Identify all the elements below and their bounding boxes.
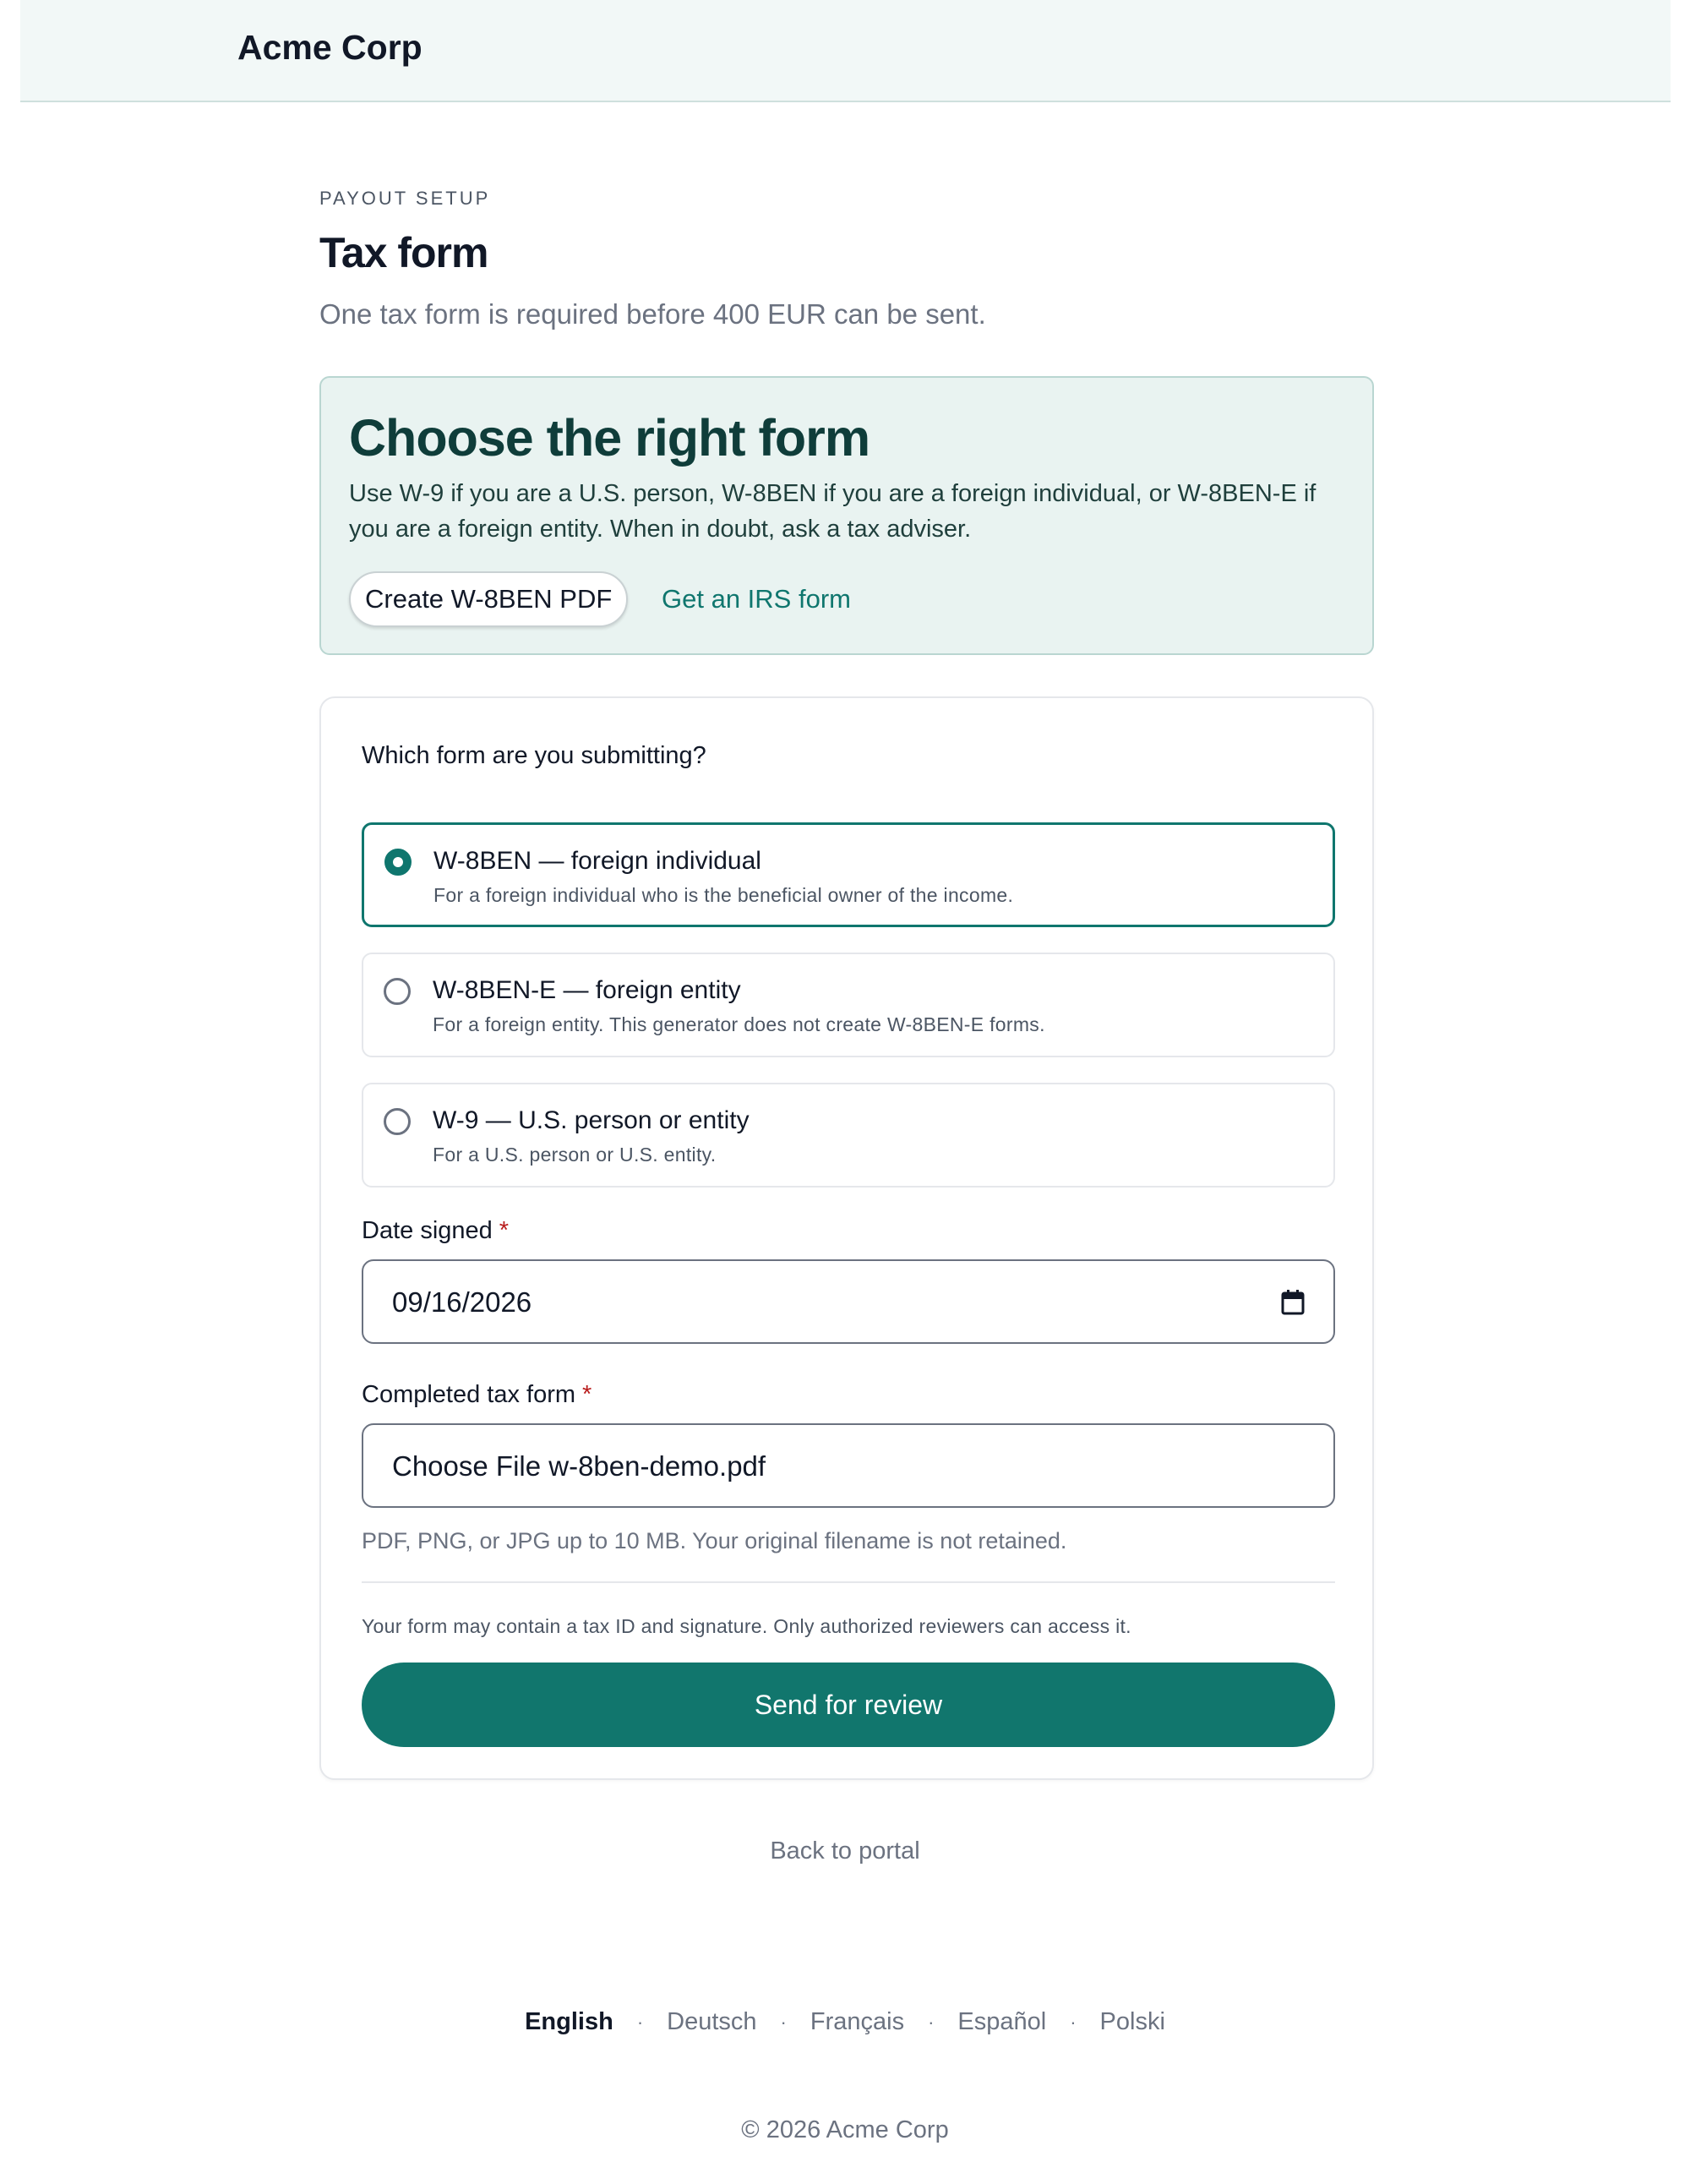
separator: · [636, 2011, 644, 2033]
file-help-text: PDF, PNG, or JPG up to 10 MB. Your original filename is not retained. [362, 1528, 1067, 1553]
page-subtitle: One tax form is required before 400 EUR can be sent. [319, 298, 986, 330]
date-label-text: Date signed [362, 1217, 493, 1244]
option-w8ben-e[interactable] [362, 953, 1335, 1057]
option-w8ben[interactable] [362, 822, 1335, 927]
required-marker: * [499, 1217, 510, 1244]
lang-english[interactable]: English [525, 2008, 613, 2035]
form-type-question: Which form are you submitting? [362, 742, 706, 769]
radio-unselected[interactable] [384, 1108, 411, 1135]
completed-form-label [362, 1381, 592, 1409]
date-signed-label [362, 1217, 509, 1245]
create-w8ben-button[interactable]: Create W-8BEN PDF [349, 571, 628, 627]
file-label-text: Completed tax form [362, 1381, 576, 1408]
date-value: 09/16/2026 [392, 1286, 532, 1318]
copyright: © 2026 Acme Corp [741, 2116, 949, 2143]
option-description: For a foreign entity. This generator does not create W-8BEN-E forms. [433, 1013, 1045, 1035]
separator: · [1070, 2011, 1077, 2033]
irs-form-link[interactable]: Get an IRS form [662, 584, 851, 614]
guidance-title: Choose the right form [349, 409, 870, 467]
privacy-note: Your form may contain a tax ID and signature. Only authorized reviewers can access it. [362, 1615, 1131, 1637]
file-value: Choose File w-8ben-demo.pdf [392, 1450, 766, 1482]
option-w9[interactable] [362, 1083, 1335, 1188]
date-signed-input[interactable] [362, 1259, 1335, 1344]
radio-selected[interactable] [384, 849, 412, 876]
top-bar [20, 0, 1671, 102]
radio-unselected[interactable] [384, 978, 411, 1005]
page-title: Tax form [319, 229, 488, 276]
guidance-text: Use W-9 if you are a U.S. person, W-8BEN if you are a foreign individual, or W-8BEN-E if you are a foreign entity. When in doubt, ask a tax adviser. [349, 480, 1317, 543]
separator: · [928, 2011, 935, 2033]
option-title: W-9 — U.S. person or entity [433, 1106, 750, 1134]
option-title: W-8BEN-E — foreign entity [433, 976, 741, 1004]
option-title: W-8BEN — foreign individual [433, 847, 761, 875]
form-guidance-box [319, 376, 1374, 655]
back-to-portal-link[interactable]: Back to portal [770, 1837, 920, 1865]
lang-espanol[interactable]: Español [957, 2008, 1047, 2035]
language-switcher [0, 2008, 1690, 2036]
separator: · [780, 2011, 787, 2033]
file-upload-input[interactable] [362, 1423, 1335, 1508]
page-eyebrow: PAYOUT SETUP [319, 188, 491, 209]
lang-francais[interactable]: Français [810, 2008, 905, 2035]
calendar-icon[interactable] [1281, 1290, 1305, 1315]
tax-form-card [319, 696, 1374, 1780]
lang-deutsch[interactable]: Deutsch [667, 2008, 757, 2035]
send-for-review-button[interactable]: Send for review [362, 1663, 1335, 1747]
lang-polski[interactable]: Polski [1099, 2008, 1165, 2035]
required-marker: * [582, 1381, 592, 1408]
brand-logo[interactable]: Acme Corp [237, 28, 422, 67]
option-description: For a foreign individual who is the beneficial owner of the income. [433, 884, 1014, 906]
divider [362, 1581, 1335, 1583]
option-description: For a U.S. person or U.S. entity. [433, 1144, 717, 1166]
